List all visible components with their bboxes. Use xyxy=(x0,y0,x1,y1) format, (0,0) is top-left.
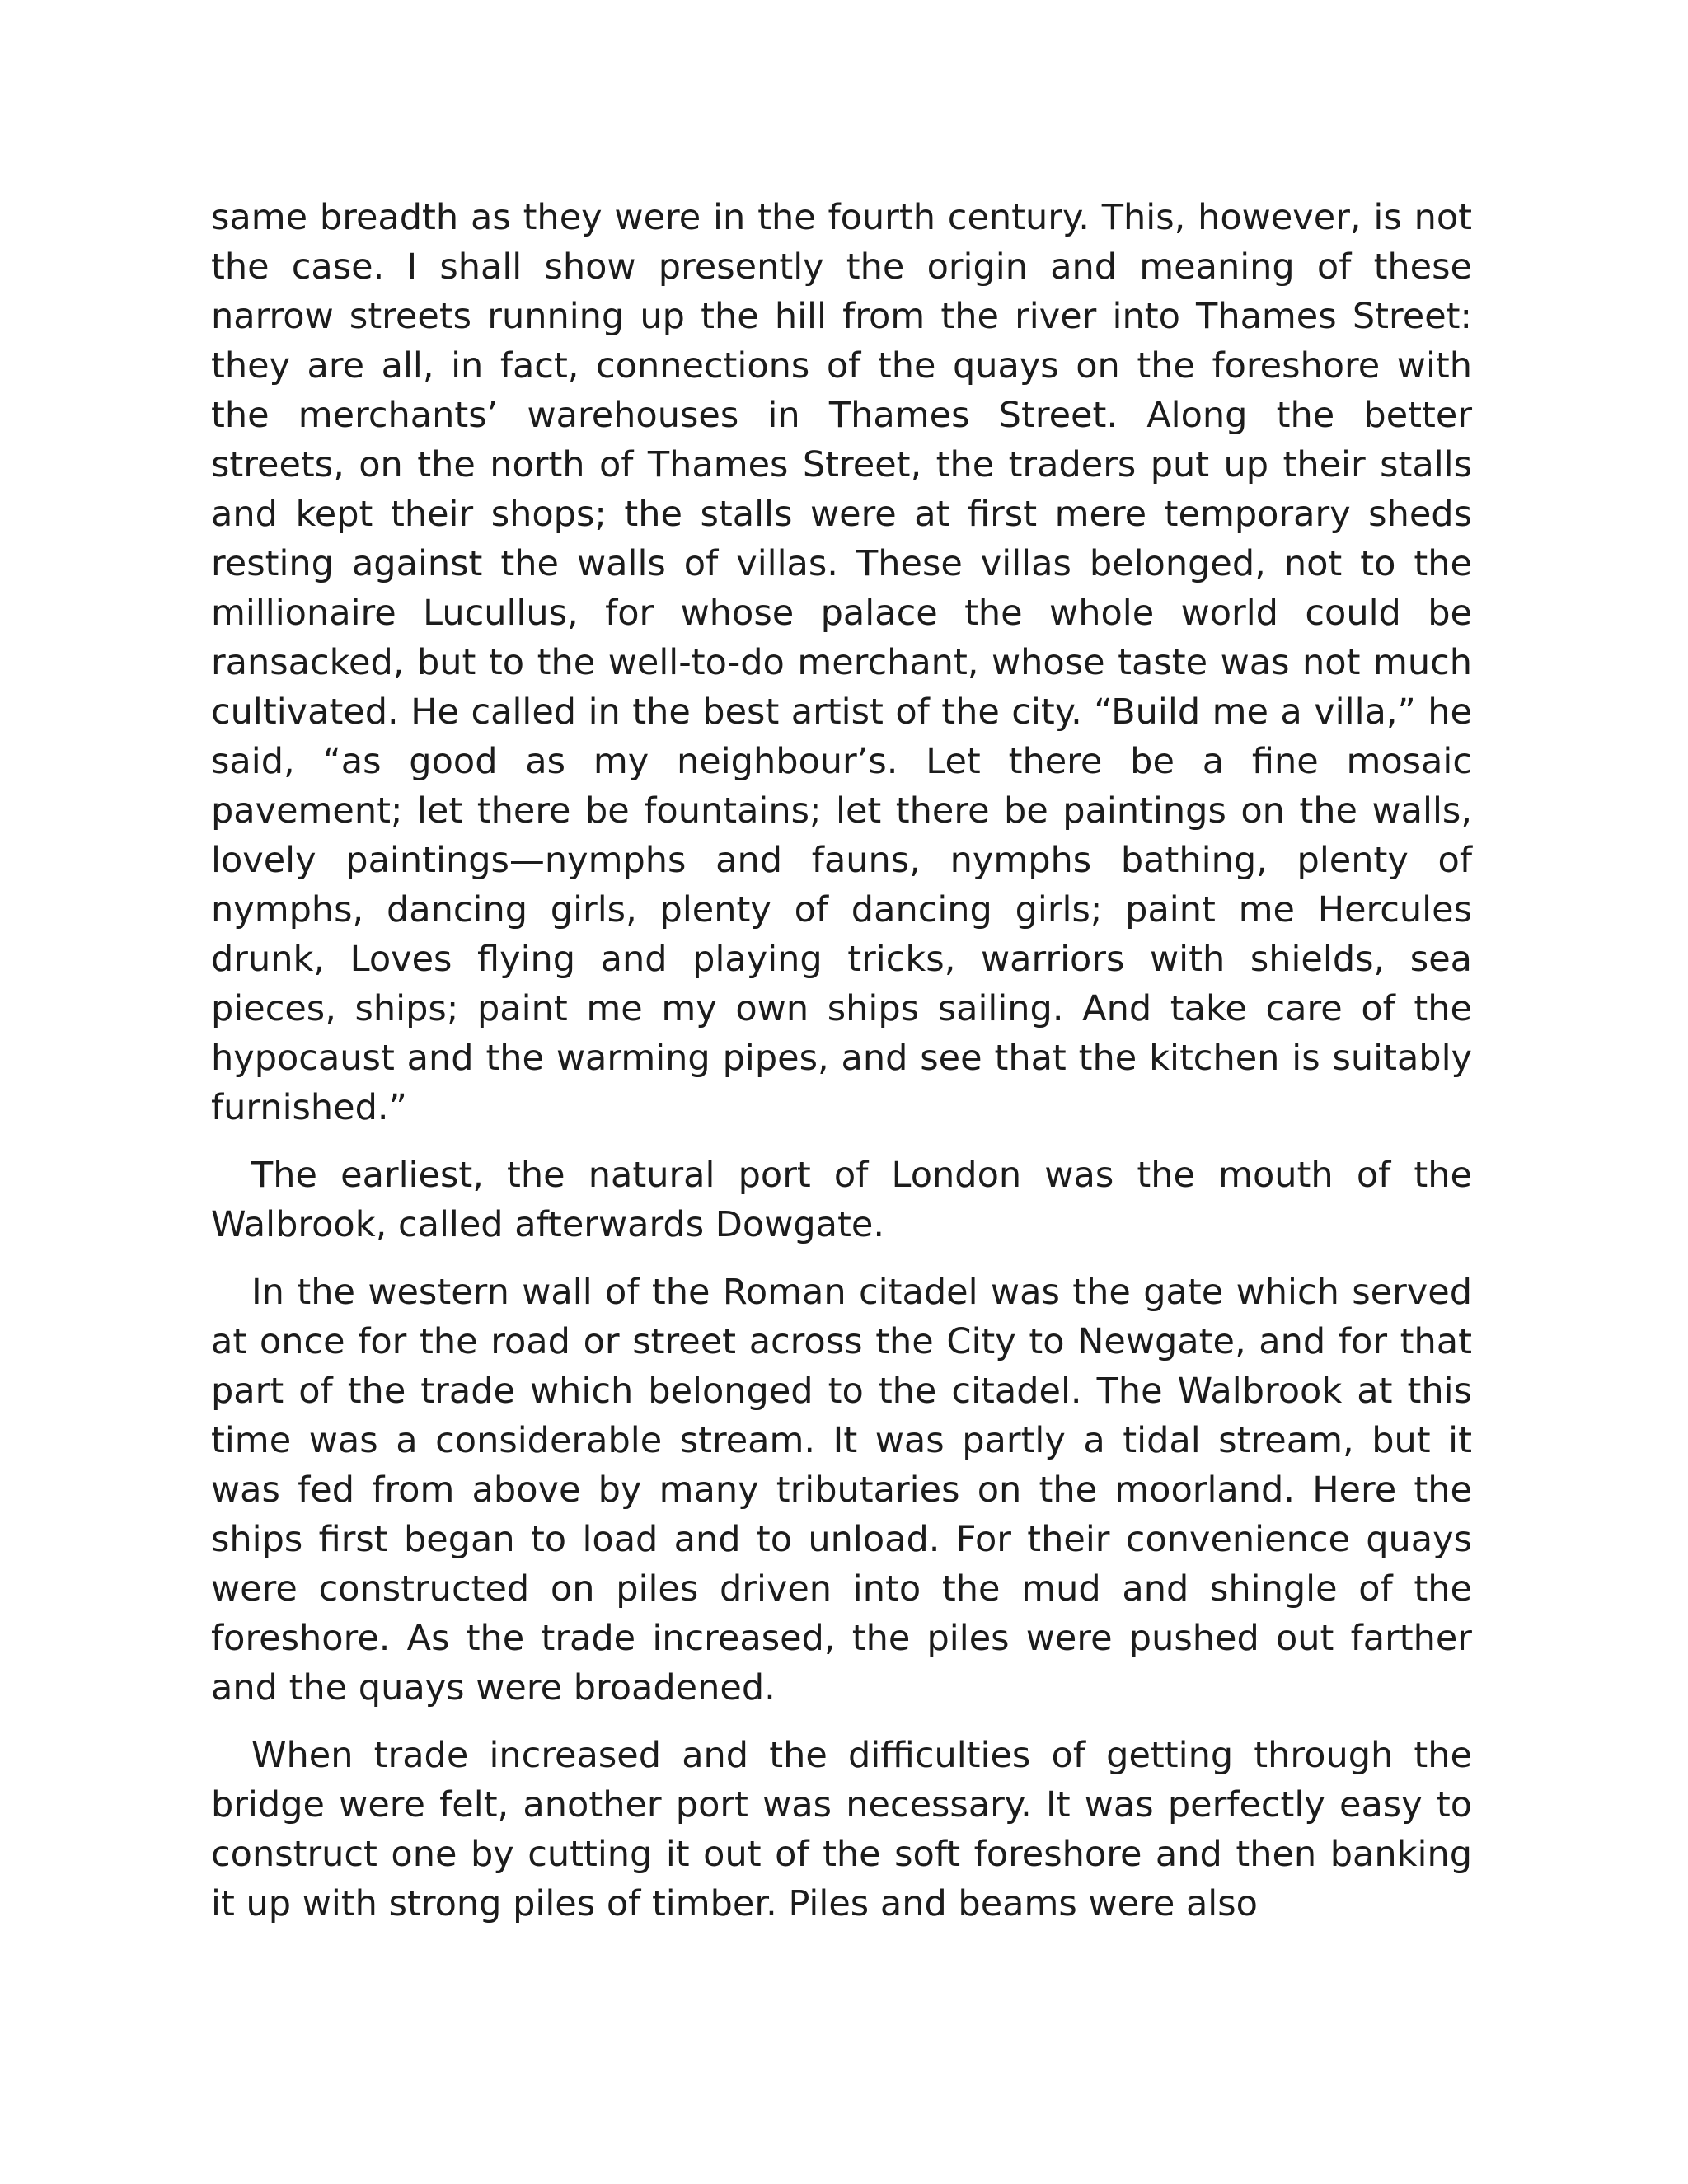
document-page xyxy=(211,193,1472,1929)
paragraph-continuation: same breadth as they were in the fourth century. This, however, is not the case. I shall show presently the origin and meaning of these narrow streets running up the hill from the river into Thames Street: they are all, in fact, connections of the quays on the foreshore with the merchants’ warehouses in Thames Street. Along the better streets, on the north of Thames Street, the traders put up their stalls and kept their shops; the stalls were at first mere temporary sheds resting against the walls of villas. These villas belonged, not to the millionaire Lucullus, for whose palace the whole world could be ransacked, but to the well-to-do merchant, whose taste was not much cultivated. He called in the best artist of the city. “Build me a villa,” he said, “as good as my neighbour’s. Let there be a fine mosaic pavement; let there be fountains; let there be paintings on the walls, lovely paintings—nymphs and fauns, nymphs bathing, plenty of nymphs, dancing girls, plenty of dancing girls; paint me Hercules drunk, Loves flying and playing tricks, warriors with shields, sea pieces, ships; paint me my own ships sailing. And take care of the hypocaust and the warming pipes, and see that the kitchen is suitably furnished.” xyxy=(211,197,1472,1128)
paragraph-another-port: When trade increased and the difficulties of getting through the bridge were felt, another port was necessary. It was perfectly easy to construct one by cutting it out of the soft foreshore and then banking it up with strong piles of timber. Piles and beams were also xyxy=(211,1735,1472,1924)
paragraph-walbrook-port: The earliest, the natural port of London was the mouth of the Walbrook, called afterwards Dowgate. xyxy=(211,1155,1472,1245)
paragraph-roman-citadel: In the western wall of the Roman citadel was the gate which served at once for the road or street across the City to Newgate, and for that part of the trade which belonged to the citadel. The Walbrook at this time was a considerable stream. It was partly a tidal stream, but it was fed from above by many tributaries on the moorland. Here the ships first began to load and to unload. For their convenience quays were constructed on piles driven into the mud and shingle of the foreshore. As the trade increased, the piles were pushed out farther and the quays were broadened. xyxy=(211,1272,1472,1708)
